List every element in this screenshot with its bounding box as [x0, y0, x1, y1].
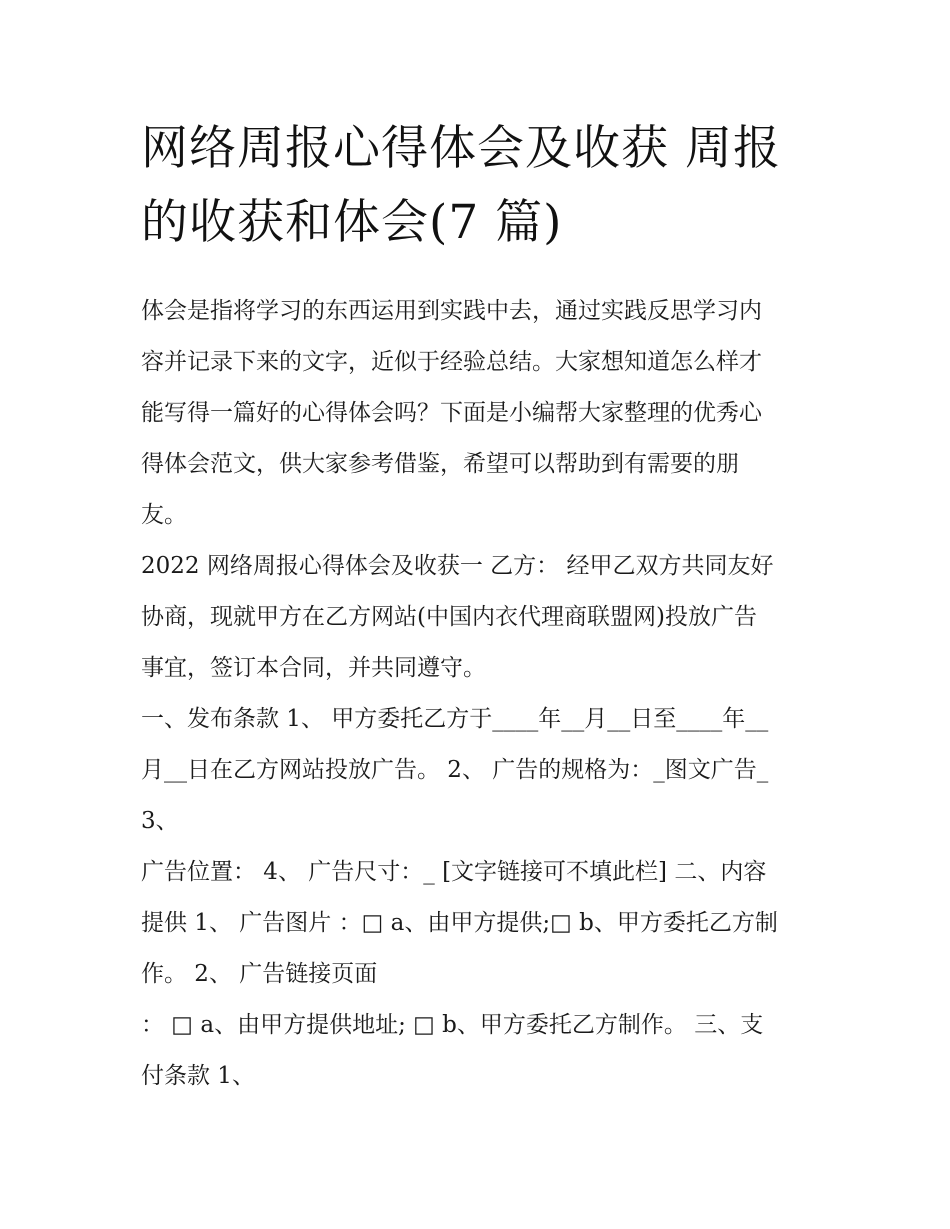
text-line: ： □ a、由甲方提供地址; □ b、甲方委托乙方制作。 三、支: [141, 1012, 764, 1038]
text-line: 协商，现就甲方在乙方网站(中国内衣代理商联盟网)投放广告: [141, 604, 757, 630]
text-line: 3、: [141, 808, 179, 834]
text-line: 作。 2、 广告链接页面: [141, 961, 378, 987]
text-line: 容并记录下来的文字，近似于经验总结。大家想知道怎么样才: [141, 349, 762, 375]
paragraph-intro: [141, 286, 813, 541]
document-content: [141, 112, 813, 1102]
text-line: 提供 1、 广告图片 ：□ a、由甲方提供;□ b、甲方委托乙方制: [141, 910, 778, 936]
text-line: 2022 网络周报心得体会及收获一 乙方： 经甲乙双方共同友好: [141, 553, 774, 579]
paragraph-link-page: [141, 1000, 813, 1102]
text-line: 体会是指将学习的东西运用到实践中去，通过实践反思学习内: [141, 298, 762, 324]
paragraph-contract-intro: [141, 541, 813, 694]
text-line: 得体会范文，供大家参考借鉴，希望可以帮助到有需要的朋: [141, 451, 739, 477]
text-line: 月__日在乙方网站投放广告。 2、 广告的规格为：_图文广告_: [141, 757, 769, 783]
text-line: 能写得一篇好的心得体会吗？下面是小编帮大家整理的优秀心: [141, 400, 762, 426]
title-line: 的收获和体会(7 篇): [141, 195, 563, 250]
text-line: 一、发布条款 1、 甲方委托乙方于____年__月__日至____年__: [141, 706, 769, 732]
document-body: [141, 286, 813, 1102]
document-title: [141, 112, 813, 260]
paragraph-ad-position: [141, 847, 813, 1000]
paragraph-release-terms: [141, 694, 813, 847]
text-line: 事宜，签订本合同，并共同遵守。: [141, 655, 486, 681]
text-line: 付条款 1、: [141, 1063, 255, 1089]
title-line: 网络周报心得体会及收获 周报: [141, 121, 781, 176]
text-line: 广告位置： 4、 广告尺寸：_ [文字链接可不填此栏] 二、内容: [141, 859, 767, 885]
text-line: 友。: [141, 502, 187, 528]
